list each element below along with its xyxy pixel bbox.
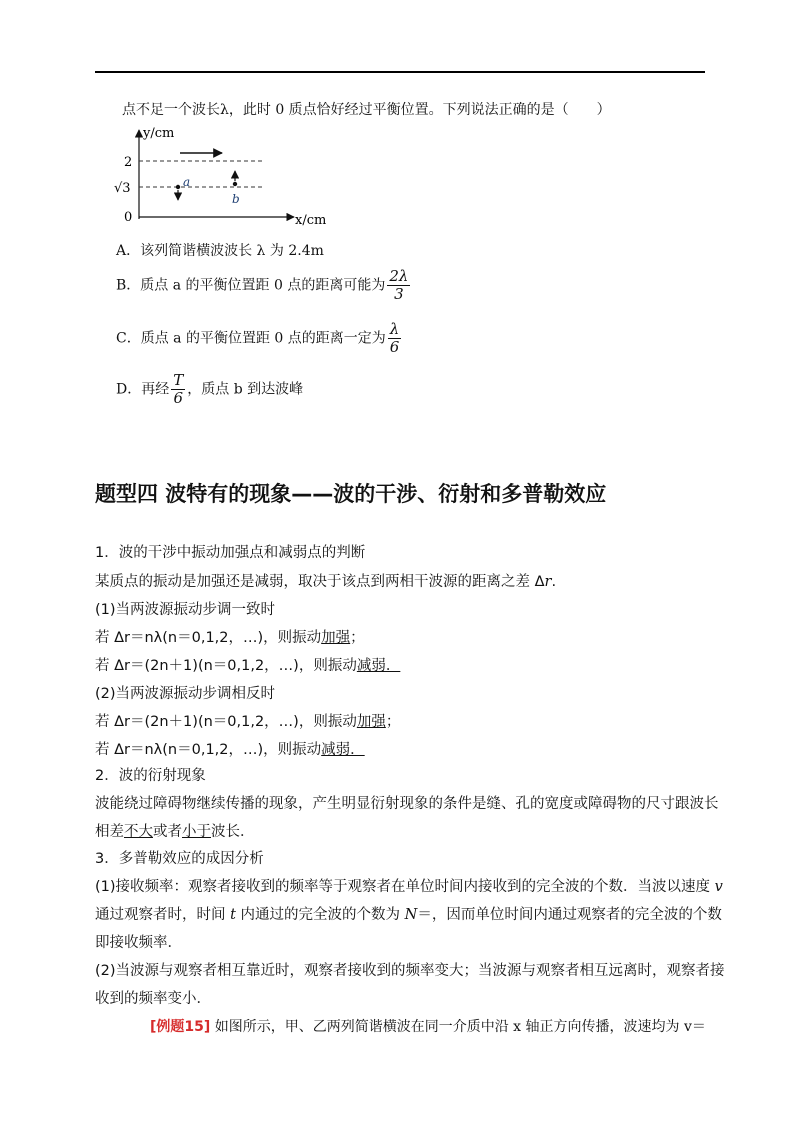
formula-end: ； <box>385 714 401 730</box>
x-axis-label: x/cm <box>295 213 327 228</box>
option-c-text: C．质点 a 的平衡位置距 0 点的距离一定为 <box>116 330 386 347</box>
point-b-label: b <box>232 192 240 206</box>
p1-line1-end: . <box>551 574 557 590</box>
underlined-answer: 减弱． <box>356 658 401 674</box>
option-a: A．该列简谐横波波长 λ 为 2.4m <box>116 243 324 259</box>
formula-text: 若 Δr＝nλ(n＝0,1,2，…)，则振动 <box>95 742 322 758</box>
y-axis-label: y/cm <box>143 126 175 141</box>
p1-sub2: (2)当两波源振动步调相反时 <box>95 686 276 702</box>
formula-end: ； <box>350 630 365 646</box>
p2-line2 <box>95 820 255 841</box>
wave-graph <box>112 124 327 236</box>
underlined-answer: 减弱． <box>321 742 365 758</box>
formula-text: 若 Δr＝nλ(n＝0,1,2，…)，则振动 <box>95 630 322 646</box>
p1-line1 <box>95 570 556 591</box>
fraction-numerator: 2λ <box>389 267 409 285</box>
p2-title: 2．波的衍射现象 <box>95 768 206 784</box>
underlined-answer: 不大 <box>124 824 153 840</box>
fraction-denominator: 3 <box>394 285 404 303</box>
formula-text: 若 Δr＝(2n＋1)(n＝0,1,2，…)，则振动 <box>95 714 357 730</box>
option-b <box>116 268 412 303</box>
p3-title: 3．多普勒效应的成因分析 <box>95 851 264 867</box>
p1-sub1: (1)当两波源振动步调一致时 <box>95 602 276 618</box>
p1-line1-var: r <box>544 574 552 590</box>
origin-label: 0 <box>124 210 133 225</box>
p2-line1: 波能绕过障碍物继续传播的现象，产生明显衍射现象的条件是缝、孔的宽度或障碍物的尺寸跟波长 <box>95 796 719 812</box>
p1-sub2-line1 <box>95 710 400 731</box>
p1-line1-text: 某质点的振动是加强还是减弱，取决于该点到两相干波源的距离之差 Δ <box>95 574 545 590</box>
option-b-text: B．质点 a 的平衡位置距 0 点的距离可能为 <box>116 277 386 294</box>
fraction-denominator: 6 <box>173 389 184 407</box>
text: ＝，因而单位时间内通过观察者的完全波的个数 <box>417 907 722 923</box>
top-rule <box>95 71 705 73</box>
var: v <box>714 879 723 895</box>
underlined-answer: 加强 <box>356 714 386 730</box>
underlined-answer: 小于 <box>182 824 211 840</box>
p3-line3: 即接收频率． <box>95 935 182 951</box>
text: 内通过的完全波的个数为 <box>235 907 405 923</box>
underlined-answer: 加强 <box>321 630 351 646</box>
text: 波长． <box>211 824 255 840</box>
point-a <box>176 185 180 189</box>
p3-line4: (2)当波源与观察者相互靠近时，观察者接收到的频率变大；当波源与观察者相互远离时，观察者接 <box>95 963 725 979</box>
example-tag: [例题15] <box>150 1019 211 1035</box>
var: t <box>230 907 236 923</box>
var: N <box>404 907 418 923</box>
option-d-fraction <box>171 372 185 407</box>
option-d-text: D．再经 <box>116 381 170 398</box>
p1-sub1-line2 <box>95 654 400 675</box>
formula-text: 若 Δr＝(2n＋1)(n＝0,1,2，…)，则振动 <box>95 658 357 674</box>
text: 相差 <box>95 824 124 840</box>
fraction-numerator: T <box>173 371 184 389</box>
point-b <box>233 182 237 186</box>
p1-sub1-line1 <box>95 626 365 647</box>
p3-line1 <box>95 875 723 896</box>
section-heading: 题型四 波特有的现象——波的干涉、衍射和多普勒效应 <box>95 482 607 506</box>
tick-label-2: 2 <box>124 155 133 170</box>
text: 或者 <box>153 824 182 840</box>
example-15 <box>150 1016 706 1036</box>
option-c-fraction <box>388 321 402 356</box>
tick-label-sqrt3: √3 <box>114 181 131 196</box>
question-stem: 点不足一个波长λ，此时 0 质点恰好经过平衡位置。下列说法正确的是（ ） <box>122 102 611 118</box>
example-text: 如图所示，甲、乙两列简谐横波在同一介质中沿 x 轴正方向传播，波速均为 v＝ <box>210 1019 706 1035</box>
fraction-numerator: λ <box>388 321 402 339</box>
text: (1)接收频率：观察者接收到的频率等于观察者在单位时间内接收到的完全波的个数．当波以速度 <box>95 879 715 895</box>
text: 通过观察者时，时间 <box>95 907 231 923</box>
fraction-denominator: 6 <box>389 338 400 356</box>
p3-line2 <box>95 903 722 924</box>
option-b-fraction <box>387 268 410 303</box>
p1-title: 1．波的干涉中振动加强点和减弱点的判断 <box>95 545 366 561</box>
option-d <box>116 372 303 407</box>
point-a-label: a <box>183 175 191 189</box>
option-d-suffix: ，质点 b 到达波峰 <box>187 381 304 398</box>
option-c <box>116 321 403 356</box>
p1-sub2-line2 <box>95 738 365 759</box>
p3-line5: 收到的频率变小． <box>95 991 211 1007</box>
